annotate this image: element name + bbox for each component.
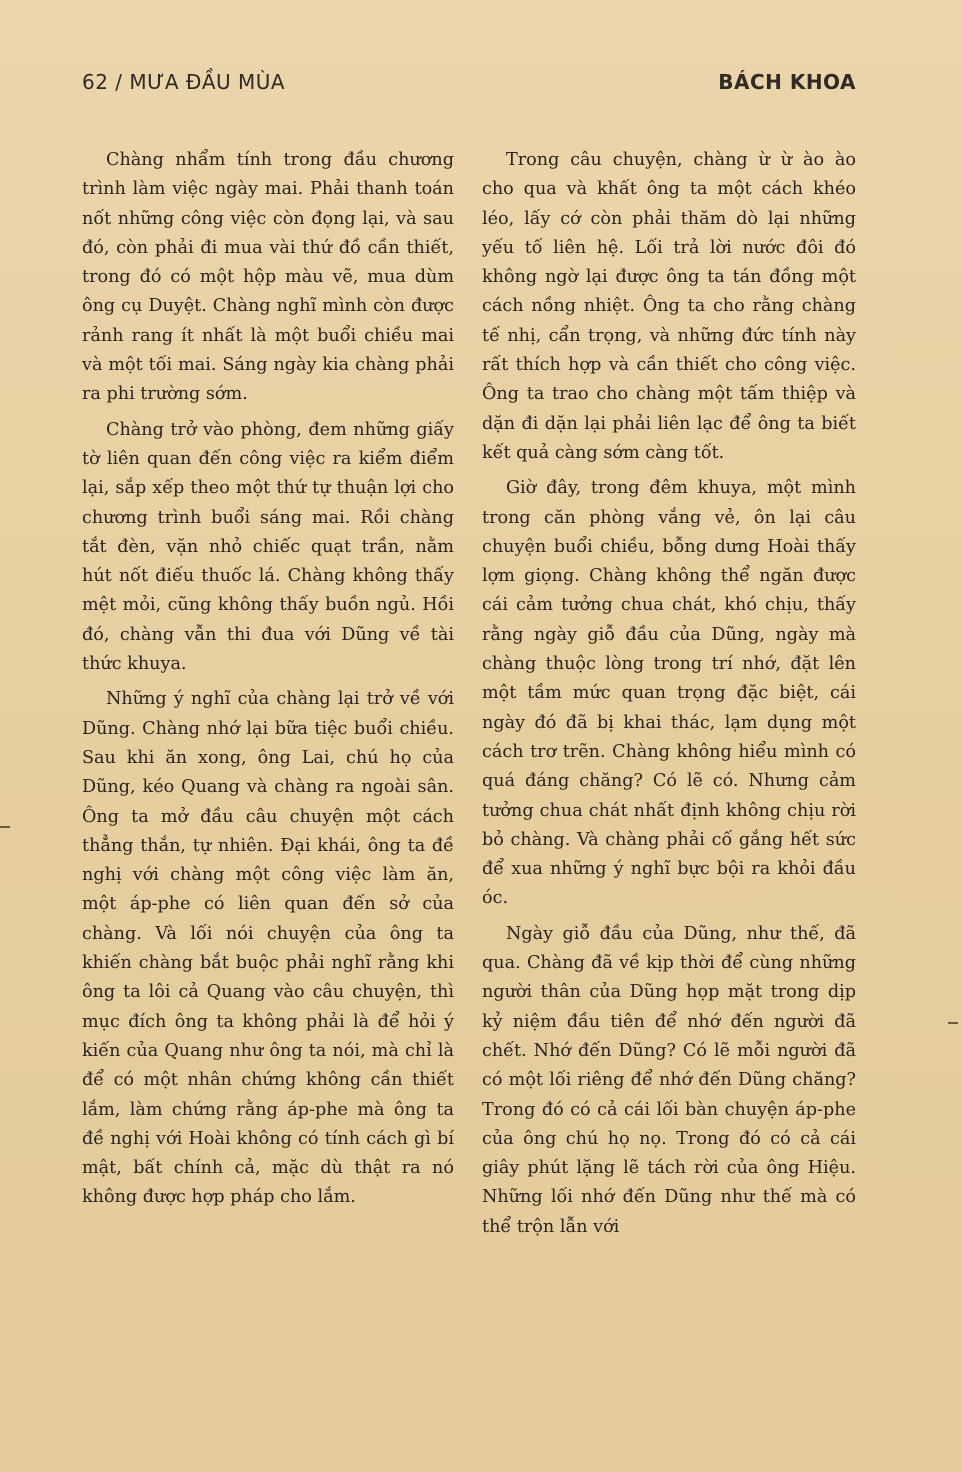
paragraph: Chàng nhẩm tính trong đầu chương trình làm việc ngày mai. Phải thanh toán nốt những công việc còn đọng lại, và sau đó, còn phải đi mua vài thứ đồ cần thiết, trong đó có một hộp màu vẽ, mua dùm ông cụ Duyệt. Chàng nghĩ mình còn được rảnh rang ít nhất là một buổi chiều mai và một tối mai. Sáng ngày kia chàng phải ra phi trường sớm. [82, 150, 454, 405]
paragraph: Giờ đây, trong đêm khuya, một mình trong căn phòng vắng vẻ, ôn lại câu chuyện buổi chiều, bỗng dưng Hoài thấy lợm giọng. Chàng không thể ngăn được cái cảm tưởng chua chát, khó chịu, thấy rằng ngày giỗ đầu của Dũng, ngày mà chàng thuộc lòng trong trí nhớ, đặt lên một tầm mức quan trọng đặc biệt, cái ngày đó đã bị khai thác, lạm dụng một cách trơ trẽn. Chàng không hiểu mình có quá đáng chăng? Có lẽ có. Nhưng cảm tưởng chua chát nhất định không chịu rời bỏ chàng. Và chàng phải cố gắng hết sức để xua những ý nghĩ bực bội ra khỏi đầu óc. [482, 478, 856, 909]
right-column [482, 146, 856, 1248]
left-column [82, 146, 454, 1219]
page-number-title: 62 / MƯA ĐẦU MÙA [82, 70, 286, 94]
margin-mark [948, 1022, 958, 1024]
page-header [82, 70, 856, 104]
margin-mark [0, 826, 10, 828]
magazine-name: BÁCH KHOA [718, 70, 856, 94]
paragraph: Ngày giỗ đầu của Dũng, như thế, đã qua. Chàng đã về kịp thời để cùng những người thân của Dũng họp mặt trong dịp kỷ niệm đầu tiên để nhớ đến người đã chết. Nhớ đến Dũng? Có lẽ mỗi người đã có một lối riêng để nhớ đến Dũng chăng? Trong đó có cả cái lối bàn chuyện áp-phe của ông chú họ nọ. Trong đó có cả cái giây phút lặng lẽ tách rời của ông Hiệu. Những lối nhớ đến Dũng như thế mà có thể trộn lẫn với [482, 923, 856, 1237]
paragraph: Những ý nghĩ của chàng lại trở về với Dũng. Chàng nhớ lại bữa tiệc buổi chiều. Sau khi ăn xong, ông Lai, chú họ của Dũng, kéo Quang và chàng ra ngoài sân. Ông ta mở đầu câu chuyện một cách thẳng thắn, tự nhiên. Đại khái, ông ta đề nghị với chàng một công việc làm ăn, một áp-phe có liên quan đến sở của chàng. Và lối nói chuyện của ông ta khiến chàng bắt buộc phải nghĩ rằng khi ông ta lôi cả Quang vào câu chuyện, thì mục đích ông ta không phải là để hỏi ý kiến của Quang như ông ta nói, mà chỉ là để có một nhân chứng không cần thiết lắm, làm chứng rằng áp-phe mà ông ta đề nghị với Hoài không có tính cách gì bí mật, bất chính cả, mặc dù thật ra nó không được hợp pháp cho lắm. [82, 689, 454, 1208]
paragraph: Chàng trở vào phòng, đem những giấy tờ liên quan đến công việc ra kiểm điểm lại, sắp xếp theo một thứ tự thuận lợi cho chương trình buổi sáng mai. Rồi chàng tắt đèn, vặn nhỏ chiếc quạt trần, nằm hút nốt điếu thuốc lá. Chàng không thấy mệt mỏi, cũng không thấy buồn ngủ. Hồi đó, chàng vẫn thi đua với Dũng về tài thức khuya. [82, 419, 454, 675]
paragraph: Trong câu chuyện, chàng ừ ừ ào ào cho qua và khất ông ta một cách khéo léo, lấy cớ còn phải thăm dò lại những yếu tố liên hệ. Lối trả lời nước đôi đó không ngờ lại được ông ta tán đồng một cách nồng nhiệt. Ông ta cho rằng chàng tế nhị, cẩn trọng, và những đức tính này rất thích hợp và cần thiết cho công việc. Ông ta trao cho chàng một tấm thiệp và dặn đi dặn lại phải liên lạc để ông ta biết kết quả càng sớm càng tốt. [482, 150, 856, 463]
